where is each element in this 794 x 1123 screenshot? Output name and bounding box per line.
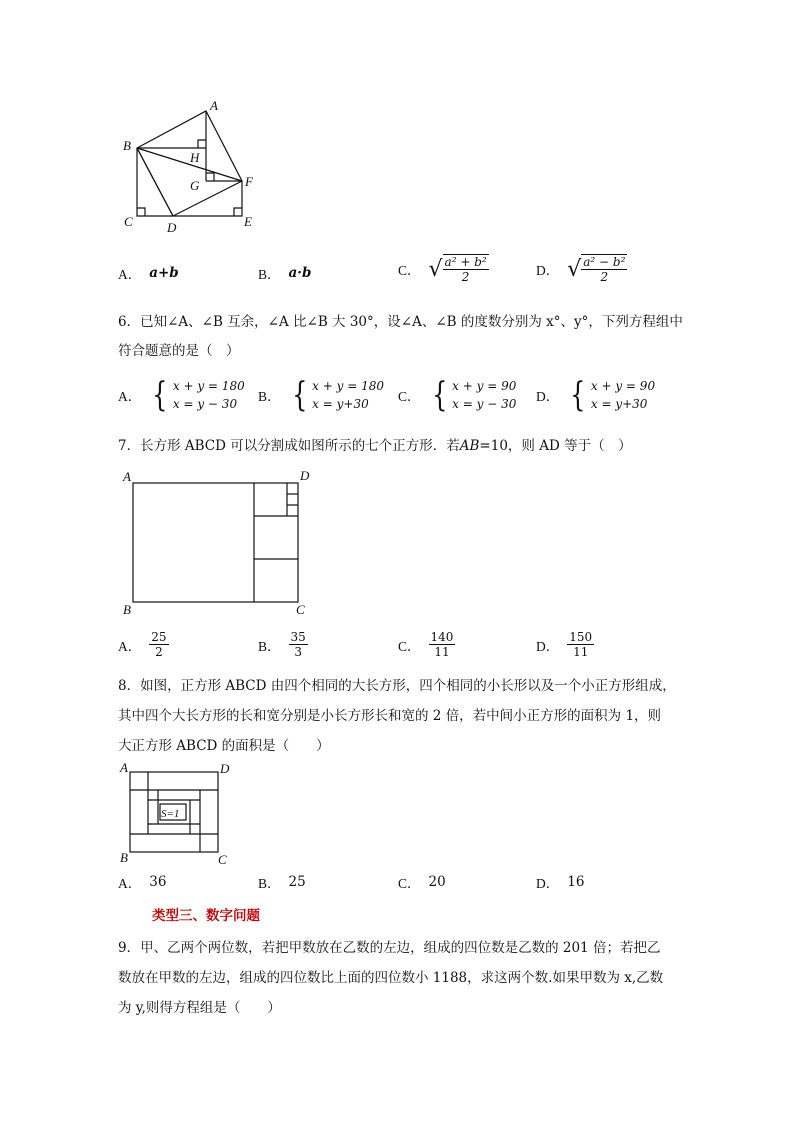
q5-option-b: B． a·b bbox=[258, 265, 312, 282]
q7-figure bbox=[118, 466, 318, 621]
q5-label-C: C bbox=[124, 214, 133, 229]
q8-line1: 8．如图，正方形 ABCD 由四个相同的大长方形，四个相同的小长形以及一个小正方形组成， bbox=[118, 678, 676, 694]
q7-text: 7．长方形 ABCD 可以分割成如图所示的七个正方形．若AB=10，则 AD 等于（ ） bbox=[118, 438, 632, 454]
q5-option-d: D． √ $\frac{\text{a² − b²}}{2}$ bbox=[536, 255, 626, 284]
q5-label-F: F bbox=[245, 174, 253, 189]
q5-figure bbox=[118, 98, 278, 238]
q5-label-G: G bbox=[190, 178, 200, 193]
q9-line1: 9．甲、乙两个两位数，若把甲数放在乙数的左边，组成的四位数是乙数的 201 倍；若把乙 bbox=[118, 940, 661, 956]
q6-option-c: C． { x + y = 90 x = y − 30 bbox=[398, 375, 517, 415]
q5-label-B: B bbox=[123, 138, 131, 153]
q8-option-a: A． 36 bbox=[118, 874, 167, 891]
q8-option-d: D． 16 bbox=[536, 874, 585, 891]
q7-option-a: A． $\frac{25}{2}$ bbox=[118, 630, 167, 659]
q8-option-b: B． 25 bbox=[258, 874, 306, 891]
q7-label-D: D bbox=[300, 468, 310, 483]
q6-line2: 符合题意的是（ ） bbox=[118, 343, 240, 359]
q6-option-a: A． { x + y = 180 x = y − 30 bbox=[118, 375, 245, 415]
q6-option-b: B． { x + y = 180 x = y+30 bbox=[258, 375, 384, 415]
q8-label-D: D bbox=[220, 761, 230, 776]
q5-label-D: D bbox=[167, 220, 177, 235]
q7-label-C: C bbox=[296, 602, 305, 617]
q7-label-B: B bbox=[123, 602, 131, 617]
q9-line3: 为 y,则得方程组是（ ） bbox=[118, 1000, 281, 1016]
q7-option-b: B． $\frac{35}{3}$ bbox=[258, 630, 306, 659]
q8-label-C: C bbox=[218, 852, 227, 867]
q5-option-c: C． √ $\frac{\text{a² + b²}}{2}$ bbox=[398, 255, 487, 284]
section-heading: 类型三、数字问题 bbox=[152, 908, 260, 924]
q9-line2: 数放在甲数的左边，组成的四位数比上面的四位数小 1188，求这两个数.如果甲数为 x,乙数 bbox=[118, 970, 664, 986]
q8-label-S: S=1 bbox=[161, 808, 180, 820]
q6-option-d: D． { x + y = 90 x = y+30 bbox=[536, 375, 656, 415]
q8-option-c: C． 20 bbox=[398, 874, 446, 891]
q5-label-H: H bbox=[190, 150, 200, 165]
q6-line1: 6．已知∠A、∠B 互余，∠A 比∠B 大 30°，设∠A、∠B 的度数分别为 x°、y°，下列方程组中 bbox=[118, 314, 683, 330]
q8-line2: 其中四个大长方形的长和宽分别是小长方形长和宽的 2 倍，若中间小正方形的面积为 1，则 bbox=[118, 708, 662, 724]
q8-figure bbox=[118, 760, 238, 868]
q5-option-a: A． a+b bbox=[118, 265, 179, 282]
q5-label-E: E bbox=[244, 214, 252, 229]
q7-label-A: A bbox=[123, 469, 131, 484]
q7-option-d: D． $\frac{150}{11}$ bbox=[536, 630, 593, 659]
q8-label-A: A bbox=[120, 760, 128, 775]
q7-option-c: C． $\frac{140}{11}$ bbox=[398, 630, 454, 659]
q5-label-A: A bbox=[210, 98, 218, 113]
q8-label-B: B bbox=[120, 850, 128, 865]
q8-line3: 大正方形 ABCD 的面积是（ ） bbox=[118, 738, 330, 754]
